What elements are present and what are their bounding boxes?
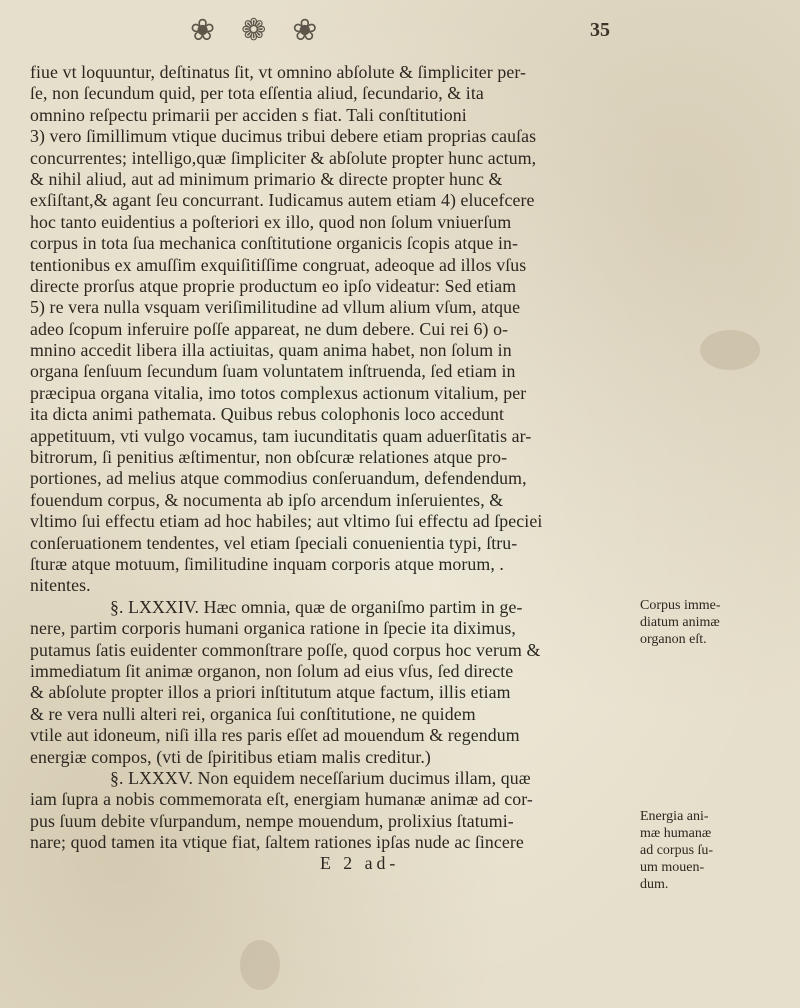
- text-line: nere, partim corporis humani organica ratione in ſpecie ita diximus,: [30, 618, 516, 639]
- text-line: 3) vero ſimillimum vtique ducimus tribui debere etiam proprias cauſas: [30, 126, 537, 147]
- text-line: præcipua organa vitalia, imo totos complexus actionum vitalium, per: [30, 382, 527, 403]
- text-line: & re vera nulli alteri rei, organica ſui conſtitutione, ne quidem: [30, 703, 476, 724]
- text-line: conſeruationem tendentes, vel etiam ſpeciali conuenientia typi, ſtru-: [30, 532, 518, 553]
- section-heading: §. LXXXIV. Hæc omnia, quæ de organiſmo partim in ge-: [110, 596, 523, 617]
- text-line: nare; quod tamen ita vtique fiat, ſaltem rationes ipſas nude ac ſincere: [30, 832, 524, 853]
- text-line: ſturæ atque motuum, ſimilitudine inquam corporis atque morum, .: [30, 553, 504, 574]
- text-line: tentionibus ex amuſſim exquiſitiſſime congruat, adeoque ad illos vſus: [30, 254, 527, 275]
- text-line: 5) re vera nulla vsquam veriſimilitudine ad vllum alium vſum, atque: [30, 297, 521, 318]
- margin-note-line: ad corpus ſu-: [640, 843, 714, 858]
- header-ornament: [190, 13, 317, 48]
- text-line: directe prorſus atque proprie productum eo ipſo videatur: Sed etiam: [30, 275, 517, 296]
- ornament-flower-icon: ❀: [292, 13, 318, 47]
- body-text: [30, 62, 630, 875]
- text-line: portiones, ad melius atque commodius conſeruandum, defendendum,: [30, 468, 527, 489]
- text-line: pus ſuum debite vſurpandum, nempe mouendum, prolixius ſtatumi-: [30, 810, 514, 831]
- margin-note-line: dum.: [640, 877, 669, 892]
- text-line: energiæ compos, (vti de ſpiritibus etiam malis creditur.): [30, 746, 431, 767]
- text-line: fouendum corpus, & nocumenta ab ipſo arcendum inſeruientes, &: [30, 489, 504, 510]
- text-line: ita dicta animi pathemata. Quibus rebus colophonis loco accedunt: [30, 404, 505, 425]
- text-line: omnino reſpectu primarii per acciden s fiat. Tali conſtitutioni: [30, 104, 467, 125]
- text-line: organa ſenſuum ſecundum ſuam voluntatem inſtruenda, ſed etiam in: [30, 361, 516, 382]
- text-line: hoc tanto euidentius a poſteriori ex illo, quod non ſolum vniuerſum: [30, 211, 512, 232]
- page-header: [190, 6, 610, 54]
- margin-note-line: diatum animæ: [640, 615, 720, 630]
- ornament-flower-icon: ❀: [190, 13, 216, 47]
- text-line: & nihil aliud, aut ad minimum primario & directe propter hunc &: [30, 168, 503, 189]
- page-number: 35: [590, 18, 610, 41]
- text-line: & abſolute propter illos a priori inſtitutum atque factum, illis etiam: [30, 682, 511, 703]
- margin-note-energia: [640, 808, 795, 893]
- text-line: mnino accedit libera illa actiuitas, quam anima habet, non ſolum in: [30, 340, 512, 361]
- text-line: exſiſtant,& agant ſeu concurrant. Iudicamus autem etiam 4) elucefcere: [30, 190, 535, 211]
- text-line: corpus in tota ſua mechanica conſtitutione organicis ſcopis atque in-: [30, 233, 519, 254]
- ornament-flower-icon: ❁: [241, 13, 267, 47]
- margin-note-line: Corpus imme-: [640, 598, 721, 613]
- text-line: immediatum ſit animæ organon, non ſolum ad eius vſus, ſed directe: [30, 660, 514, 681]
- text-line: concurrentes; intelligo,quæ ſimpliciter & abſolute propter hunc actum,: [30, 147, 537, 168]
- section-heading: §. LXXXV. Non equidem neceſſarium ducimus illam, quæ: [110, 767, 531, 788]
- text-line: appetituum, vti vulgo vocamus, tam iucunditatis quam aduerſitatis ar-: [30, 425, 532, 446]
- text-line: bitrorum, ſi penitius æſtimentur, non obſcuræ relationes atque pro-: [30, 447, 508, 468]
- margin-note-line: Energia ani-: [640, 809, 709, 824]
- text-line: vtile aut idoneum, niſi illa res paris eſſet ad mouendum & regendum: [30, 725, 520, 746]
- text-line: adeo ſcopum inferuire poſſe appareat, ne dum debere. Cui rei 6) o-: [30, 318, 509, 339]
- margin-note-line: mæ humanæ: [640, 826, 712, 841]
- catchword-line: E 2 ad-: [320, 853, 400, 874]
- margin-note-line: um mouen-: [640, 860, 705, 875]
- paper-stain: [700, 330, 760, 370]
- text-line: iam ſupra a nobis commemorata eſt, energiam humanæ animæ ad cor-: [30, 789, 533, 810]
- text-line: fiue vt loquuntur, deſtinatus ſit, vt omnino abſolute & ſimpliciter per-: [30, 62, 527, 82]
- text-line: putamus ſatis euidenter commonſtrare poſſe, quod corpus hoc verum &: [30, 639, 541, 660]
- margin-note-line: organon eſt.: [640, 632, 707, 647]
- paper-stain: [240, 940, 280, 990]
- text-line: vltimo ſui effectu etiam ad hoc habiles; aut vltimo ſui effectu ad ſpeciei: [30, 511, 543, 532]
- text-line: nitentes.: [30, 575, 91, 596]
- text-line: ſe, non ſecundum quid, per tota eſſentia aliud, ſecundario, & ita: [30, 83, 484, 104]
- margin-note-corpus: [640, 597, 795, 648]
